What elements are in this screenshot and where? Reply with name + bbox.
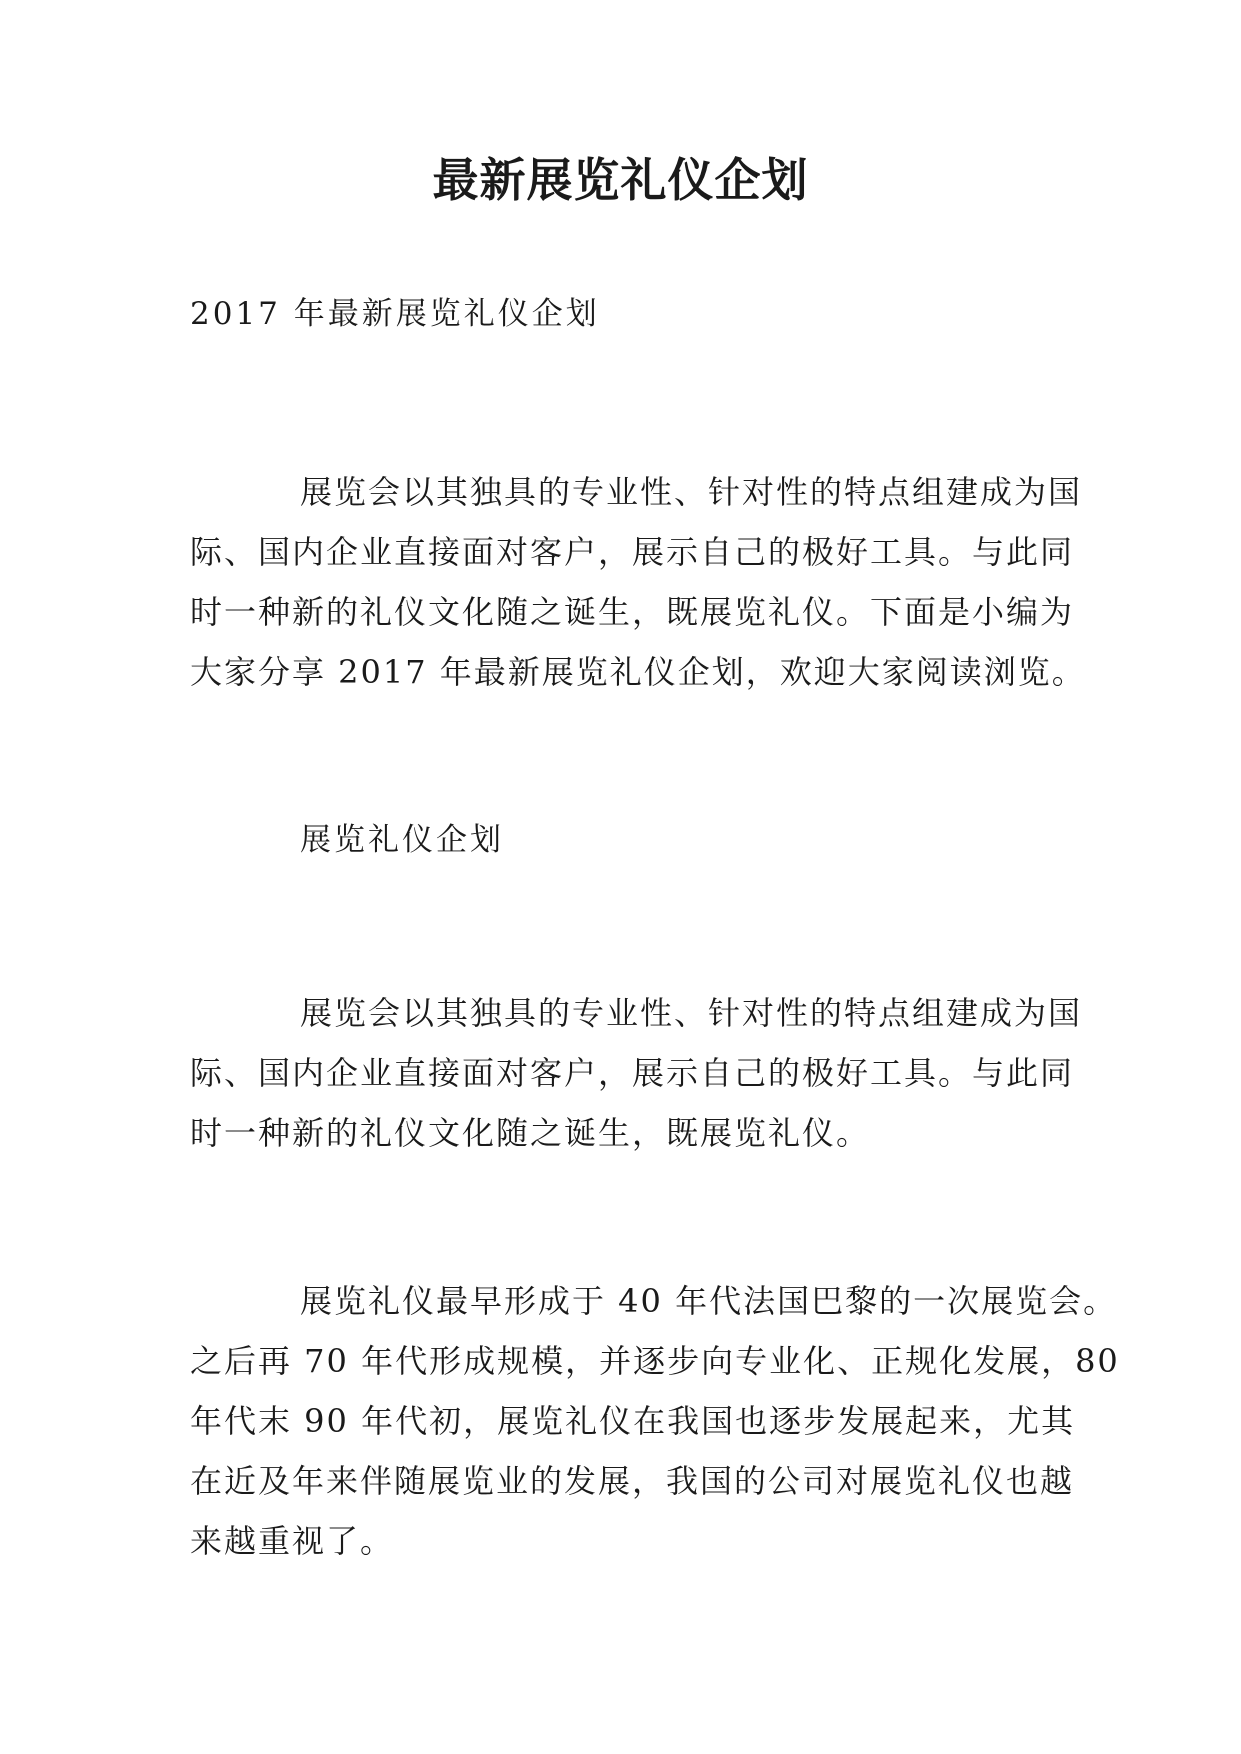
paragraph-line: 时一种新的礼仪文化随之诞生，既展览礼仪。 — [190, 1114, 871, 1152]
paragraph-line: 展览礼仪最早形成于 40 年代法国巴黎的一次展览会。 — [300, 1282, 1118, 1320]
paragraph-line: 来越重视了。 — [190, 1522, 395, 1560]
paragraph-line: 展览会以其独具的专业性、针对性的特点组建成为国 — [300, 994, 1083, 1032]
document-subtitle: 2017 年最新展览礼仪企划 — [190, 296, 600, 332]
paragraph-line: 年代末 90 年代初，展览礼仪在我国也逐步发展起来，尤其 — [190, 1402, 1076, 1440]
paragraph-intro — [190, 462, 1086, 702]
paragraph-line: 际、国内企业直接面对客户，展示自己的极好工具。与此同 — [190, 533, 1075, 571]
paragraph-line: 大家分享 2017 年最新展览礼仪企划，欢迎大家阅读浏览。 — [190, 653, 1086, 691]
document-title: 最新展览礼仪企划 — [432, 153, 809, 207]
paragraph-definition — [190, 983, 1083, 1163]
section-heading: 展览礼仪企划 — [300, 822, 504, 858]
paragraph-line: 时一种新的礼仪文化随之诞生，既展览礼仪。下面是小编为 — [190, 593, 1075, 631]
paragraph-line: 在近及年来伴随展览业的发展，我国的公司对展览礼仪也越 — [190, 1462, 1075, 1500]
paragraph-line: 之后再 70 年代形成规模，并逐步向专业化、正规化发展，80 — [190, 1342, 1120, 1380]
paragraph-line: 际、国内企业直接面对客户，展示自己的极好工具。与此同 — [190, 1054, 1075, 1092]
paragraph-line: 展览会以其独具的专业性、针对性的特点组建成为国 — [300, 473, 1083, 511]
paragraph-history — [190, 1271, 1120, 1571]
